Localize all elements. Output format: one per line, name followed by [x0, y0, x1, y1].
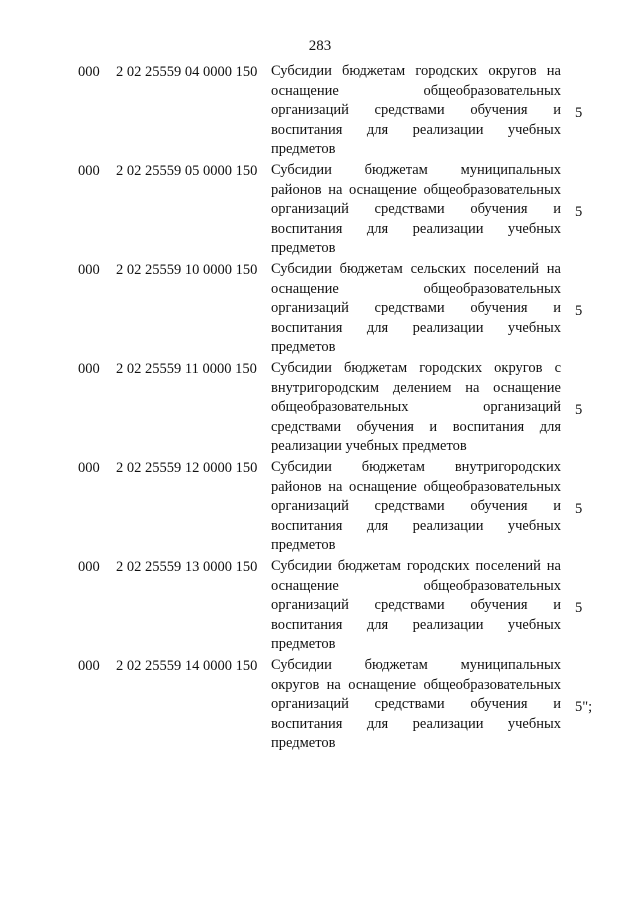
- description-line: Субсидии бюджетам сельских поселений на: [271, 261, 561, 277]
- amount-value: 5: [575, 204, 583, 220]
- income-description: [271, 656, 561, 754]
- description-line: организаций средствами обучения и: [271, 597, 561, 614]
- description-line: организаций средствами обучения и: [271, 696, 561, 713]
- amount-value: 5: [575, 402, 583, 418]
- description-line: воспитания для реализации учебных: [271, 616, 561, 633]
- amount-value: 5";: [575, 699, 593, 715]
- description-line: предметов: [271, 339, 336, 356]
- admin-code: 000: [78, 64, 100, 80]
- admin-code: 000: [78, 163, 100, 179]
- description-line: Субсидии бюджетам муниципальных: [271, 657, 561, 673]
- description-line: общеобразовательных организаций: [271, 399, 561, 416]
- income-description: [271, 557, 561, 655]
- description-line: Субсидии бюджетам муниципальных: [271, 162, 561, 178]
- table-row: [78, 359, 608, 458]
- description-line: реализации учебных предметов: [271, 438, 467, 455]
- description-line: оснащение общеобразовательных: [271, 280, 561, 297]
- income-description: [271, 458, 561, 556]
- description-line: округов на оснащение общеобразовательных: [271, 676, 561, 693]
- income-description: [271, 161, 561, 259]
- page-number: 283: [308, 38, 332, 54]
- table-row: [78, 656, 608, 755]
- description-line: предметов: [271, 636, 336, 653]
- description-line: воспитания для реализации учебных: [271, 319, 561, 336]
- description-line: воспитания для реализации учебных: [271, 121, 561, 138]
- budget-classification-code: 2 02 25559 14 0000 150: [116, 658, 258, 674]
- description-line: организаций средствами обучения и: [271, 201, 561, 218]
- description-line: организаций средствами обучения и: [271, 300, 561, 317]
- description-line: оснащение общеобразовательных: [271, 577, 561, 594]
- description-line: предметов: [271, 537, 336, 554]
- description-line: воспитания для реализации учебных: [271, 517, 561, 534]
- amount-value: 5: [575, 501, 583, 517]
- income-description: [271, 359, 561, 457]
- budget-classification-code: 2 02 25559 05 0000 150: [116, 163, 258, 179]
- admin-code: 000: [78, 361, 100, 377]
- description-line: районов на оснащение общеобразовательных: [271, 478, 561, 495]
- amount-value: 5: [575, 105, 583, 121]
- table-row: [78, 557, 608, 656]
- description-line: организаций средствами обучения и: [271, 498, 561, 515]
- description-line: Субсидии бюджетам городских округов с: [271, 360, 561, 376]
- description-line: средствами обучения и воспитания для: [271, 418, 561, 435]
- table-row: [78, 458, 608, 557]
- admin-code: 000: [78, 658, 100, 674]
- table-row: [78, 260, 608, 359]
- budget-classification-code: 2 02 25559 13 0000 150: [116, 559, 258, 575]
- table-row: [78, 161, 608, 260]
- admin-code: 000: [78, 262, 100, 278]
- amount-value: 5: [575, 303, 583, 319]
- amount-value: 5: [575, 600, 583, 616]
- income-description: [271, 62, 561, 160]
- description-line: внутригородским делением на оснащение: [271, 379, 561, 396]
- income-description: [271, 260, 561, 358]
- budget-classification-code: 2 02 25559 04 0000 150: [116, 64, 258, 80]
- description-line: оснащение общеобразовательных: [271, 82, 561, 99]
- admin-code: 000: [78, 460, 100, 476]
- description-line: предметов: [271, 141, 336, 158]
- description-line: организаций средствами обучения и: [271, 102, 561, 119]
- budget-classification-code: 2 02 25559 12 0000 150: [116, 460, 258, 476]
- budget-classification-code: 2 02 25559 11 0000 150: [116, 361, 257, 377]
- description-line: Субсидии бюджетам городских округов на: [271, 63, 561, 79]
- description-line: предметов: [271, 735, 336, 752]
- budget-classification-code: 2 02 25559 10 0000 150: [116, 262, 258, 278]
- description-line: Субсидии бюджетам городских поселений на: [271, 558, 561, 574]
- description-line: районов на оснащение общеобразовательных: [271, 181, 561, 198]
- description-line: воспитания для реализации учебных: [271, 220, 561, 237]
- table-row: [78, 62, 608, 161]
- description-line: Субсидии бюджетам внутригородских: [271, 459, 561, 475]
- description-line: воспитания для реализации учебных: [271, 715, 561, 732]
- description-line: предметов: [271, 240, 336, 257]
- admin-code: 000: [78, 559, 100, 575]
- budget-code-table: [78, 62, 608, 755]
